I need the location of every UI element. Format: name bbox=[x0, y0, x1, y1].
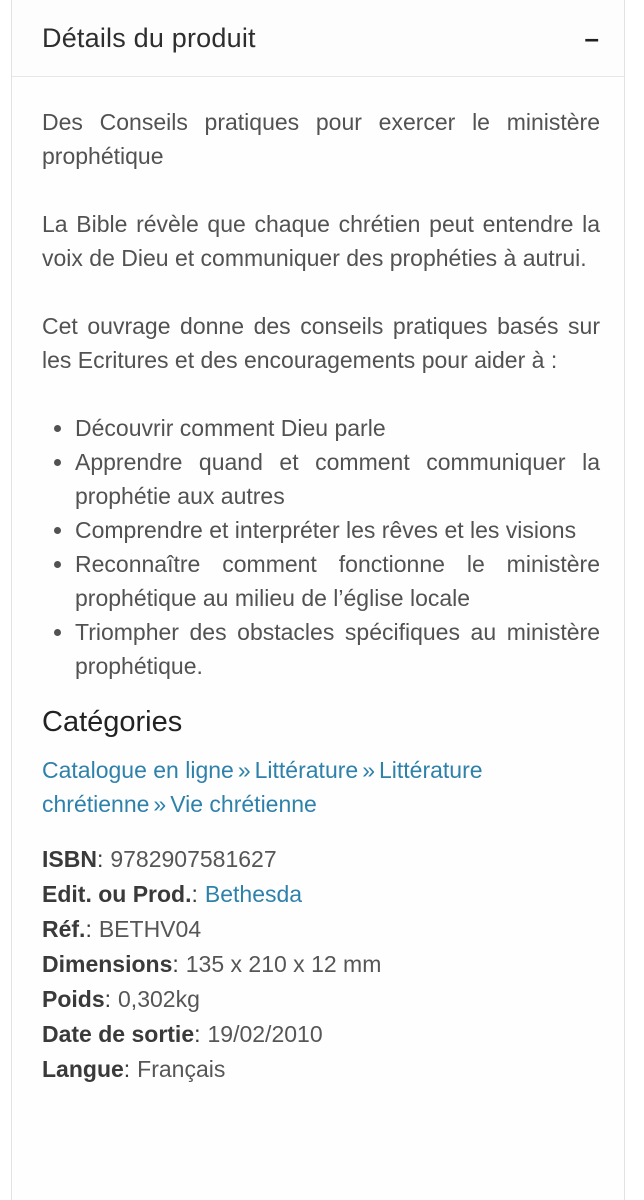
description-paragraph: La Bible révèle que chaque chrétien peut entendre la voix de Dieu et communiquer des prophéties à autrui. bbox=[42, 211, 600, 271]
breadcrumb-separator: » bbox=[153, 791, 167, 817]
breadcrumb-link-vie-chretienne[interactable]: Vie chrétienne bbox=[170, 791, 317, 817]
attribute-row-release-date bbox=[42, 1017, 600, 1052]
attribute-label: ISBN bbox=[42, 846, 97, 872]
list-item: • Reconnaître comment fonctionne le ministère prophétique au milieu de l’église locale bbox=[75, 547, 600, 615]
description-paragraph: Des Conseils pratiques pour exercer le ministère prophétique bbox=[42, 109, 600, 169]
attribute-row-dimensions bbox=[42, 947, 600, 982]
description-paragraph: Cet ouvrage donne des conseils pratiques basés sur les Ecritures et des encouragements pour aider à : bbox=[42, 313, 600, 373]
product-description bbox=[42, 105, 600, 683]
attribute-colon: : bbox=[123, 1056, 131, 1082]
attribute-colon: : bbox=[96, 846, 104, 872]
panel-header-toggle[interactable] bbox=[12, 0, 624, 77]
list-item: • Découvrir comment Dieu parle bbox=[75, 411, 600, 445]
categories-breadcrumb bbox=[42, 753, 600, 821]
attribute-label: Edit. ou Prod. bbox=[42, 881, 192, 907]
attribute-colon: : bbox=[172, 951, 179, 977]
panel-body bbox=[12, 77, 624, 1127]
attribute-label: Dimensions bbox=[42, 951, 173, 977]
breadcrumb-link-catalogue[interactable]: Catalogue en ligne bbox=[42, 757, 234, 783]
attribute-value: 9782907581627 bbox=[110, 846, 277, 872]
product-details-panel bbox=[11, 0, 625, 1200]
collapse-icon[interactable]: – bbox=[584, 23, 599, 53]
attribute-colon: : bbox=[191, 881, 198, 907]
attribute-value: Français bbox=[137, 1056, 226, 1082]
list-item: • Comprendre et interpréter les rêves et les visions bbox=[75, 513, 600, 547]
list-item: • Triompher des obstacles spécifiques au ministère prophétique. bbox=[75, 615, 600, 683]
list-item: • Apprendre quand et comment communiquer la prophétie aux autres bbox=[75, 445, 600, 513]
attribute-value: 0,302kg bbox=[118, 986, 200, 1012]
attribute-colon: : bbox=[85, 916, 92, 942]
attribute-value: 19/02/2010 bbox=[207, 1021, 323, 1047]
product-attributes bbox=[42, 842, 600, 1087]
attribute-row-reference bbox=[42, 912, 600, 947]
breadcrumb-link-litterature-chretienne[interactable]: Littérature chrétienne bbox=[42, 757, 483, 817]
attribute-row-isbn bbox=[42, 842, 600, 877]
breadcrumb-link-litterature[interactable]: Littérature bbox=[254, 757, 359, 783]
attribute-label: Réf. bbox=[42, 916, 86, 942]
attribute-label: Date de sortie bbox=[42, 1021, 195, 1047]
attribute-row-weight bbox=[42, 982, 600, 1017]
attribute-value: 135 x 210 x 12 mm bbox=[185, 951, 382, 977]
attribute-colon: : bbox=[104, 986, 112, 1012]
attribute-colon: : bbox=[194, 1021, 201, 1047]
editor-link[interactable]: Bethesda bbox=[204, 881, 303, 907]
breadcrumb-separator: » bbox=[237, 757, 251, 783]
attribute-row-editor bbox=[42, 877, 600, 912]
categories-heading: Catégories bbox=[42, 706, 183, 738]
attribute-value: BETHV04 bbox=[98, 916, 202, 942]
attribute-label: Langue bbox=[42, 1056, 124, 1082]
attribute-row-language bbox=[42, 1052, 600, 1087]
breadcrumb-separator: » bbox=[362, 757, 375, 783]
attribute-label: Poids bbox=[42, 986, 105, 1012]
panel-title: Détails du produit bbox=[42, 22, 256, 53]
description-bullet-list bbox=[42, 411, 600, 683]
